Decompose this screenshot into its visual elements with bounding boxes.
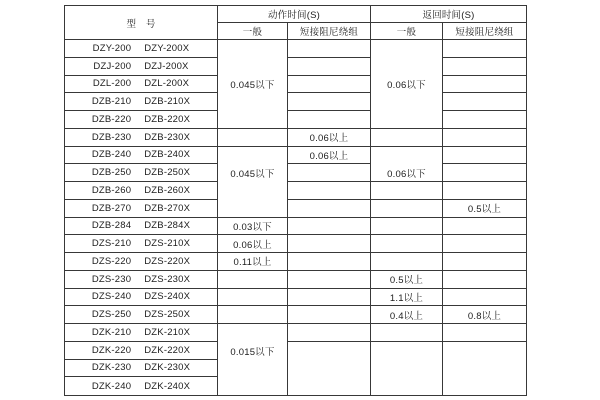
return-time-general-cell (371, 235, 443, 253)
action-time-general-cell (218, 253, 288, 271)
return-time-damped-cell (443, 93, 526, 111)
return-time-general-value: 0.4以上 (389, 310, 424, 322)
action-time-damped-cell (288, 235, 371, 253)
action-time-damped-cell (288, 129, 371, 147)
return-time-general-cell (371, 342, 443, 395)
model-x-label: DZK-220X (144, 344, 191, 356)
action-time-damped-cell (288, 324, 371, 342)
action-time-damped-cell (288, 253, 371, 271)
action-time-general-value: 0.03以下 (233, 221, 272, 233)
return-time-general-cell (371, 324, 443, 342)
model-cell (65, 218, 218, 236)
model-label: DZB-220 (91, 113, 132, 125)
action-time-general-value: 0.11以上 (233, 257, 272, 269)
model-cell (65, 76, 218, 94)
model-x-label: DZK-210X (144, 326, 191, 338)
model-label: DZB-284 (91, 220, 132, 232)
model-cell (65, 111, 218, 129)
model-label: DZS-250 (91, 309, 132, 321)
model-cell (65, 271, 218, 289)
return-time-general-cell (371, 40, 443, 129)
model-x-label: DZJ-200X (144, 60, 189, 72)
model-x-label: DZB-250X (144, 167, 191, 179)
model-cell (65, 58, 218, 76)
model-label: DZB-230 (91, 131, 132, 143)
action-time-damped-cell (288, 218, 371, 236)
model-x-label: DZS-240X (144, 291, 191, 303)
action-time-damped-value: 0.06以上 (309, 133, 349, 145)
action-time-damped-cell (288, 58, 371, 76)
return-time-damped-value: 0.8以上 (467, 310, 502, 322)
model-cell (65, 235, 218, 253)
model-x-label: DZS-220X (144, 255, 191, 267)
model-cell (65, 324, 218, 342)
return-time-damped-cell (443, 129, 526, 147)
action-time-damped-value: 0.06以上 (309, 150, 349, 162)
model-x-label: DZB-210X (144, 96, 191, 108)
return-time-group-header: 返回时间(S) (371, 6, 526, 23)
model-cell (65, 93, 218, 111)
action-time-damped-cell (288, 111, 371, 129)
action-time-general-value: 0.06以上 (233, 239, 272, 251)
action-time-damped-cell (288, 182, 371, 200)
model-cell (65, 147, 218, 165)
model-cell (65, 360, 218, 378)
return-time-damped-cell (443, 40, 526, 58)
model-x-label: DZB-260X (144, 184, 191, 196)
return-time-damped-cell (443, 164, 526, 182)
action-time-general-value: 0.015以下 (230, 346, 275, 358)
model-cell (65, 306, 218, 324)
model-x-label: DZS-250X (144, 309, 191, 321)
model-x-label: DZS-210X (144, 238, 191, 250)
return-damped-subheader: 短接阻尼绕组 (443, 23, 526, 40)
return-time-damped-cell (443, 147, 526, 165)
model-x-label: DZL-200X (144, 78, 190, 90)
model-cell (65, 40, 218, 58)
return-time-general-cell (371, 218, 443, 236)
return-time-general-cell (371, 182, 443, 200)
action-time-group-header: 动作时间(S) (218, 6, 371, 23)
model-label: DZB-210 (91, 96, 132, 108)
return-time-damped-cell (443, 306, 526, 324)
model-label: DZK-210 (91, 326, 132, 338)
action-time-general-cell (218, 289, 288, 307)
model-label: DZK-240 (91, 380, 132, 392)
action-damped-subheader: 短接阻尼绕组 (288, 23, 371, 40)
model-cell (65, 164, 218, 182)
model-label: DZS-210 (91, 238, 132, 250)
model-label: DZB-240 (91, 149, 132, 161)
model-cell (65, 253, 218, 271)
action-time-damped-cell (288, 147, 371, 165)
action-time-general-cell (218, 129, 288, 147)
model-cell (65, 289, 218, 307)
model-x-label: DZK-230X (144, 362, 191, 374)
model-cell (65, 342, 218, 360)
model-x-label: DZB-240X (144, 149, 191, 161)
model-cell (65, 200, 218, 218)
action-time-general-cell (218, 271, 288, 289)
return-time-general-value: 0.5以上 (389, 275, 424, 287)
return-time-damped-value: 0.5以上 (467, 204, 502, 216)
action-time-damped-cell (288, 271, 371, 289)
action-time-damped-cell (288, 200, 371, 218)
model-x-label: DZB-220X (144, 113, 191, 125)
return-time-general-cell (371, 147, 443, 183)
return-general-subheader: 一般 (371, 23, 443, 40)
model-label: DZS-240 (91, 291, 132, 303)
return-time-damped-cell (443, 235, 526, 253)
action-time-general-value: 0.045以下 (230, 169, 275, 181)
return-time-general-cell (371, 306, 443, 324)
return-time-general-cell (371, 253, 443, 271)
model-cell (65, 129, 218, 147)
return-time-general-cell (371, 289, 443, 307)
action-time-damped-cell (288, 40, 371, 58)
return-time-damped-cell (443, 218, 526, 236)
model-label: DZJ-200 (93, 60, 132, 72)
action-time-general-cell (218, 324, 288, 395)
return-time-damped-cell (443, 271, 526, 289)
action-time-general-cell (218, 40, 288, 129)
model-x-label: DZB-230X (144, 131, 191, 143)
action-time-general-cell (218, 147, 288, 218)
return-time-damped-cell (443, 324, 526, 342)
model-label: DZB-270 (91, 202, 132, 214)
action-time-damped-cell (288, 164, 371, 182)
model-label: DZY-200 (92, 42, 132, 54)
model-label: DZK-220 (91, 344, 132, 356)
relay-timing-table (64, 5, 527, 396)
return-time-general-cell (371, 200, 443, 218)
action-time-damped-cell (288, 93, 371, 111)
return-time-damped-cell (443, 342, 526, 395)
model-x-label: DZS-230X (144, 273, 191, 285)
model-x-label: DZB-284X (144, 220, 191, 232)
return-time-general-value: 0.06以下 (387, 169, 426, 181)
return-time-damped-cell (443, 253, 526, 271)
model-x-label: DZB-270X (144, 202, 191, 214)
action-time-damped-cell (288, 342, 371, 395)
action-time-general-cell (218, 306, 288, 324)
action-time-general-cell (218, 218, 288, 236)
action-time-general-cell (218, 235, 288, 253)
return-time-damped-cell (443, 182, 526, 200)
return-time-damped-cell (443, 289, 526, 307)
return-time-damped-cell (443, 111, 526, 129)
return-time-general-value: 1.1以上 (389, 292, 424, 304)
action-time-damped-cell (288, 76, 371, 94)
action-time-general-value: 0.045以下 (230, 80, 275, 92)
action-general-subheader: 一般 (218, 23, 288, 40)
return-time-general-cell (371, 271, 443, 289)
model-label: DZS-230 (91, 273, 132, 285)
model-column-header: 型 号 (65, 6, 218, 40)
model-cell (65, 377, 218, 395)
return-time-damped-cell (443, 76, 526, 94)
return-time-general-cell (371, 129, 443, 147)
model-x-label: DZK-240X (144, 380, 191, 392)
return-time-damped-cell (443, 200, 526, 218)
return-time-general-value: 0.06以下 (387, 80, 426, 92)
return-time-damped-cell (443, 58, 526, 76)
action-time-damped-cell (288, 289, 371, 307)
model-label: DZB-250 (91, 167, 132, 179)
model-label: DZK-230 (91, 362, 132, 374)
model-label: DZS-220 (91, 255, 132, 267)
model-label: DZB-260 (91, 184, 132, 196)
action-time-damped-cell (288, 306, 371, 324)
model-x-label: DZY-200X (144, 42, 190, 54)
model-cell (65, 182, 218, 200)
model-label: DZL-200 (92, 78, 132, 90)
